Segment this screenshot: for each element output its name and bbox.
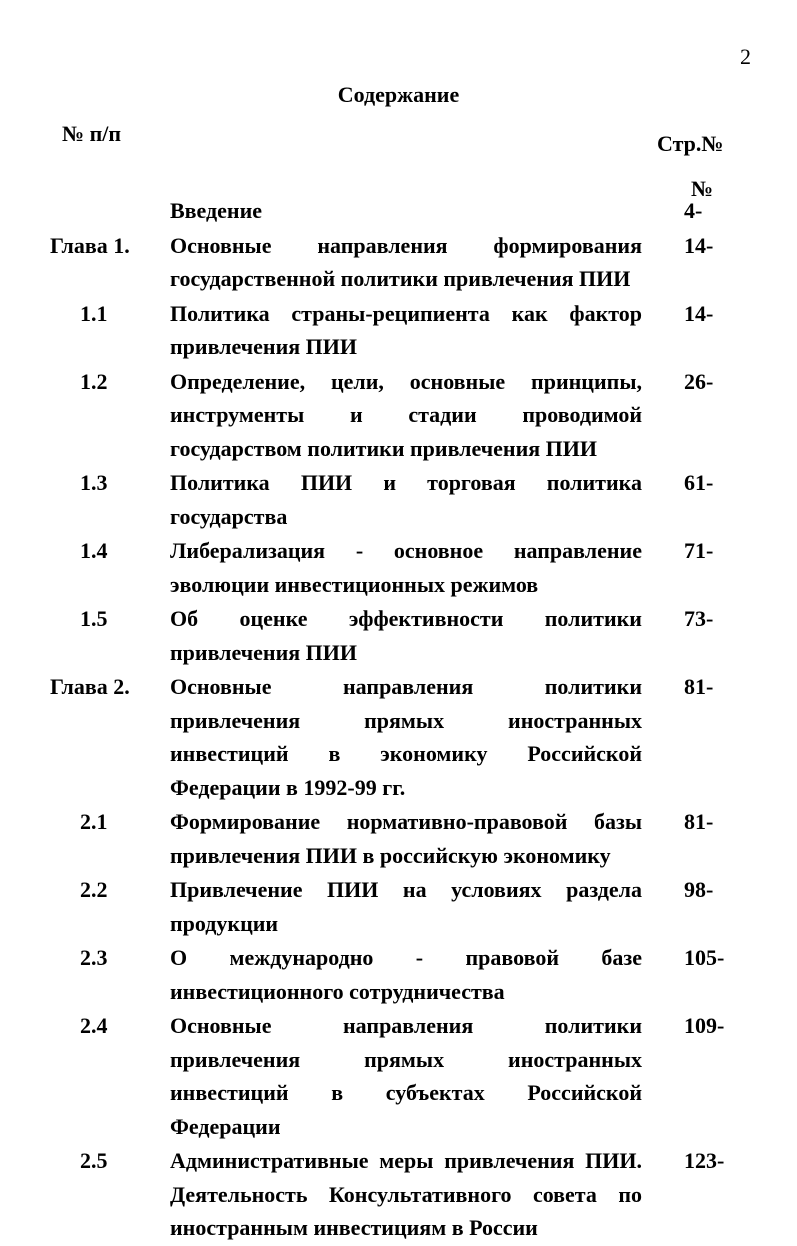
entry-number: 1.5	[80, 606, 108, 631]
entry-number: 2.3	[80, 945, 108, 970]
number-column-header: № п/п	[62, 121, 122, 146]
entry-title: О международно - правовой базе инвестиционного сотрудничества	[170, 945, 642, 1004]
page-column-header-line2: №	[691, 176, 714, 201]
entry-number: 1.3	[80, 470, 108, 495]
toc-entry-introduction	[0, 194, 797, 228]
page-title: Содержание	[337, 82, 460, 107]
entry-number: 2.2	[80, 877, 108, 902]
entry-title: Основные направления формирования государственной политики привлечения ПИИ	[170, 232, 642, 291]
toc-entry-1-4	[0, 534, 797, 601]
entry-page: 26-	[684, 368, 714, 394]
entry-number: 2.4	[80, 1013, 108, 1038]
toc-entry-2-5	[0, 1144, 797, 1245]
entry-number: 2.5	[80, 1148, 108, 1173]
entry-page: 105-	[684, 945, 725, 970]
toc-entry-chapter-1	[0, 229, 797, 296]
toc-entry-2-3	[0, 941, 797, 1008]
entry-page: 123-	[684, 1148, 725, 1173]
entry-number: 1.4	[80, 538, 108, 563]
entry-title: Основные направления политики привлечения прямых иностранных инвестиций в субъектах Российской Федерации	[170, 1013, 642, 1139]
entry-title: Основные направления политики привлечения прямых иностранных инвестиций в экономику Российской Федерации в 1992-99 гг.	[170, 674, 642, 800]
entry-title: Либерализация - основное направление эволюции инвестиционных режимов	[170, 538, 642, 597]
entry-page: 4-	[684, 198, 703, 223]
entry-title: Административные меры привлечения ПИИ. Деятельность Консультативного совета по иностранным инвестициям в России	[170, 1148, 642, 1240]
entry-page: 81-	[684, 674, 714, 699]
entry-number: 1.2	[80, 368, 108, 394]
entry-title: Введение	[170, 198, 263, 223]
toc-entry-chapter-2	[0, 670, 797, 804]
entry-title: Об оценке эффективности политики привлечения ПИИ	[170, 606, 642, 665]
toc-entry-1-5	[0, 602, 797, 669]
toc-entry-2-1	[0, 805, 797, 872]
toc-entry-2-2	[0, 873, 797, 940]
toc-entry-1-1	[0, 297, 797, 364]
entry-page: 71-	[684, 538, 714, 563]
entry-page: 81-	[684, 809, 714, 834]
toc-entry-1-3	[0, 466, 797, 533]
entry-number: 1.1	[80, 300, 108, 326]
entry-page: 14-	[684, 232, 714, 258]
entry-number: Глава 2.	[50, 674, 130, 699]
toc-entry-2-4	[0, 1009, 797, 1143]
entry-page: 14-	[684, 300, 714, 326]
entry-number	[0, 194, 170, 228]
entry-title: Политика страны-реципиента как фактор привлечения ПИИ	[170, 300, 642, 359]
toc-entry-1-2	[0, 365, 797, 466]
page-number: 2	[740, 44, 751, 69]
entry-title: Определение, цели, основные принципы, инструменты и стадии проводимой государством политики привлечения ПИИ	[170, 368, 642, 461]
entry-title: Привлечение ПИИ на условиях раздела продукции	[170, 877, 642, 936]
entry-page: 61-	[684, 470, 714, 495]
entry-page: 109-	[684, 1013, 725, 1038]
entry-page: 98-	[684, 877, 714, 902]
entry-title: Формирование нормативно-правовой базы привлечения ПИИ в российскую экономику	[170, 809, 642, 868]
entry-number: 2.1	[80, 809, 108, 834]
entry-title: Политика ПИИ и торговая политика государства	[170, 470, 642, 529]
entry-number: Глава 1.	[50, 232, 130, 258]
entry-page: 73-	[684, 606, 714, 631]
toc-entries	[0, 194, 797, 1246]
page-column-header-line1: Стр.№	[657, 131, 724, 156]
